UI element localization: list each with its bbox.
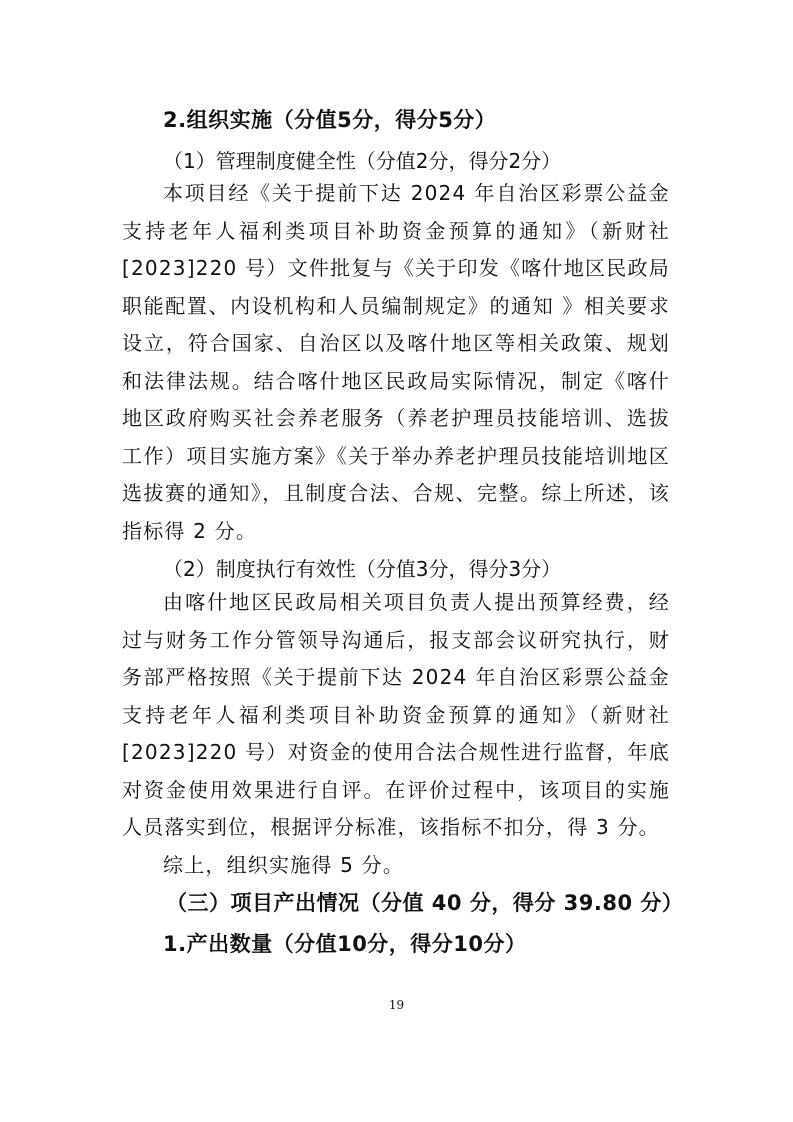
paragraph-2: 由喀什地区民政局相关项目负责人提出预算经费，经过与财务工作分管领导沟通后，报支部会议研究执行，财务部严格按照《关于提前下达 2024 年自治区彩票公益金支持老年人福利类项目补助资金预算的通知》（新财社[2023]220 号）对资金的使用合法合规性进行监督，年底对资金使用效果进行自评。在评价过程中，该项目的实施人员落实到位，根据评分标准，该指标不扣分，得 3 分。 [122, 590, 670, 839]
subsection-2-title: （2）制度执行有效性（分值3分，得分3分） [163, 557, 562, 581]
output-quantity-heading: 1.产出数量（分值10分，得分10分） [163, 932, 527, 956]
section-heading: 2.组织实施（分值5分，得分5分） [163, 108, 497, 132]
subsection-1-title: （1）管理制度健全性（分值2分，得分2分） [163, 149, 562, 173]
paragraph-1: 本项目经《关于提前下达 2024 年自治区彩票公益金支持老年人福利类项目补助资金预算的通知》（新财社[2023]220 号）文件批复与《关于印发《喀什地区民政局职能配置、内设机构和人员编制规定》的通知 》相关要求设立，符合国家、自治区以及喀什地区等相关政策、规划和法律法规。结合喀什地区民政局实际情况，制定《喀什地区政府购买社会养老服务（养老护理员技能培训、选拔工作）项目实施方案》《关于举办养老护理员技能培训地区选拔赛的通知》，且制度合法、合规、完整。综上所述，该指标得 2 分。 [122, 181, 670, 543]
section-3-heading: （三）项目产出情况（分值 40 分，得分 39.80 分） [166, 891, 684, 915]
page-number: 19 [388, 998, 405, 1012]
summary-paragraph: 综上，组织实施得 5 分。 [163, 853, 405, 877]
